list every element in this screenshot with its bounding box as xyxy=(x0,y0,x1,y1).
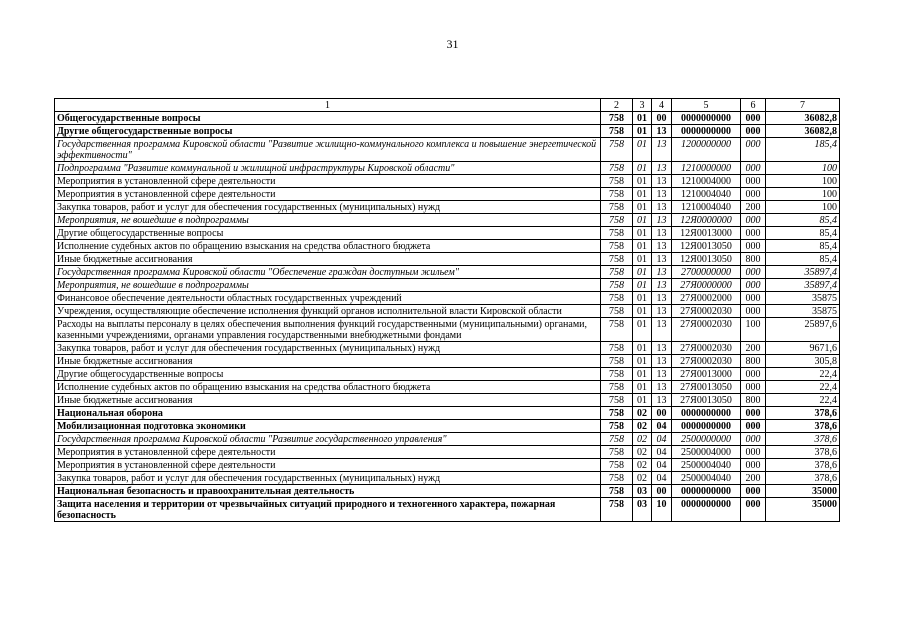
table-row xyxy=(55,433,840,446)
row-ministry-code: 758 xyxy=(601,175,633,188)
row-description: Закупка товаров, работ и услуг для обеспечения государственных (муниципальных) нужд xyxy=(55,342,601,355)
row-amount: 378,6 xyxy=(766,446,840,459)
row-section-code: 01 xyxy=(633,266,652,279)
row-target-article: 27Я0013050 xyxy=(672,394,741,407)
row-target-article: 12Я0013050 xyxy=(672,253,741,266)
row-section-code: 01 xyxy=(633,162,652,175)
row-description: Мероприятия в установленной сфере деятельности xyxy=(55,446,601,459)
row-expense-type: 000 xyxy=(741,175,766,188)
row-target-article: 12Я0013050 xyxy=(672,240,741,253)
table-row xyxy=(55,459,840,472)
row-amount: 85,4 xyxy=(766,253,840,266)
header-cell: 6 xyxy=(741,99,766,112)
row-amount: 35875 xyxy=(766,292,840,305)
row-ministry-code: 758 xyxy=(601,138,633,162)
table-row xyxy=(55,485,840,498)
row-amount: 22,4 xyxy=(766,394,840,407)
row-amount: 35000 xyxy=(766,485,840,498)
table-row xyxy=(55,279,840,292)
row-section-code: 01 xyxy=(633,342,652,355)
row-expense-type: 000 xyxy=(741,459,766,472)
row-expense-type: 000 xyxy=(741,381,766,394)
row-target-article: 27Я0000000 xyxy=(672,279,741,292)
row-target-article: 0000000000 xyxy=(672,112,741,125)
row-subsection-code: 13 xyxy=(652,175,672,188)
row-expense-type: 000 xyxy=(741,420,766,433)
row-section-code: 03 xyxy=(633,498,652,522)
row-description: Расходы на выплаты персоналу в целях обеспечения выполнения функций государственными (муниципальными) органами, казенными учреждениями, органами управления государственными внебюджетными фондами xyxy=(55,318,601,342)
row-expense-type: 000 xyxy=(741,446,766,459)
row-subsection-code: 13 xyxy=(652,201,672,214)
table-row xyxy=(55,368,840,381)
row-target-article: 27Я0002030 xyxy=(672,342,741,355)
row-target-article: 2700000000 xyxy=(672,266,741,279)
row-expense-type: 000 xyxy=(741,214,766,227)
row-amount: 378,6 xyxy=(766,420,840,433)
row-ministry-code: 758 xyxy=(601,266,633,279)
row-target-article: 27Я0013000 xyxy=(672,368,741,381)
row-subsection-code: 13 xyxy=(652,394,672,407)
row-description: Мероприятия в установленной сфере деятельности xyxy=(55,175,601,188)
row-subsection-code: 04 xyxy=(652,446,672,459)
row-subsection-code: 13 xyxy=(652,188,672,201)
row-description: Мероприятия, не вошедшие в подпрограммы xyxy=(55,279,601,292)
row-subsection-code: 13 xyxy=(652,292,672,305)
table-row xyxy=(55,175,840,188)
table-row xyxy=(55,407,840,420)
row-section-code: 01 xyxy=(633,240,652,253)
row-subsection-code: 13 xyxy=(652,227,672,240)
row-description: Подпрограмма "Развитие коммунальной и жилищной инфраструктуры Кировской области" xyxy=(55,162,601,175)
row-amount: 85,4 xyxy=(766,214,840,227)
row-amount: 35000 xyxy=(766,498,840,522)
row-ministry-code: 758 xyxy=(601,459,633,472)
row-expense-type: 000 xyxy=(741,240,766,253)
table-row xyxy=(55,266,840,279)
row-amount: 22,4 xyxy=(766,381,840,394)
row-section-code: 01 xyxy=(633,125,652,138)
row-expense-type: 100 xyxy=(741,318,766,342)
row-description: Другие общегосударственные вопросы xyxy=(55,368,601,381)
row-expense-type: 000 xyxy=(741,138,766,162)
row-description: Финансовое обеспечение деятельности областных государственных учреждений xyxy=(55,292,601,305)
row-subsection-code: 13 xyxy=(652,355,672,368)
row-ministry-code: 758 xyxy=(601,407,633,420)
row-target-article: 1210004000 xyxy=(672,175,741,188)
row-amount: 100 xyxy=(766,188,840,201)
row-ministry-code: 758 xyxy=(601,433,633,446)
row-target-article: 2500004040 xyxy=(672,459,741,472)
table-row xyxy=(55,446,840,459)
table-row xyxy=(55,394,840,407)
row-section-code: 01 xyxy=(633,381,652,394)
row-target-article: 0000000000 xyxy=(672,407,741,420)
row-expense-type: 000 xyxy=(741,112,766,125)
row-expense-type: 800 xyxy=(741,253,766,266)
row-target-article: 2500004000 xyxy=(672,446,741,459)
row-subsection-code: 13 xyxy=(652,342,672,355)
header-cell: 5 xyxy=(672,99,741,112)
row-section-code: 01 xyxy=(633,394,652,407)
row-ministry-code: 758 xyxy=(601,368,633,381)
row-subsection-code: 04 xyxy=(652,459,672,472)
row-amount: 85,4 xyxy=(766,227,840,240)
row-description: Национальная оборона xyxy=(55,407,601,420)
row-description: Общегосударственные вопросы xyxy=(55,112,601,125)
row-section-code: 02 xyxy=(633,472,652,485)
row-ministry-code: 758 xyxy=(601,318,633,342)
table-row xyxy=(55,138,840,162)
row-target-article: 0000000000 xyxy=(672,420,741,433)
header-cell: 2 xyxy=(601,99,633,112)
row-description: Иные бюджетные ассигнования xyxy=(55,355,601,368)
row-amount: 36082,8 xyxy=(766,125,840,138)
row-expense-type: 000 xyxy=(741,433,766,446)
row-ministry-code: 758 xyxy=(601,240,633,253)
row-target-article: 1200000000 xyxy=(672,138,741,162)
row-expense-type: 800 xyxy=(741,355,766,368)
row-target-article: 27Я0002030 xyxy=(672,305,741,318)
row-section-code: 02 xyxy=(633,459,652,472)
table-row xyxy=(55,162,840,175)
row-section-code: 01 xyxy=(633,227,652,240)
row-amount: 36082,8 xyxy=(766,112,840,125)
row-target-article: 27Я0013050 xyxy=(672,381,741,394)
row-expense-type: 200 xyxy=(741,472,766,485)
row-description: Исполнение судебных актов по обращению взыскания на средства областного бюджета xyxy=(55,381,601,394)
row-expense-type: 000 xyxy=(741,407,766,420)
row-amount: 35897,4 xyxy=(766,266,840,279)
table-header-row xyxy=(55,99,840,112)
table-row xyxy=(55,472,840,485)
row-target-article: 27Я0002000 xyxy=(672,292,741,305)
row-subsection-code: 10 xyxy=(652,498,672,522)
table-row xyxy=(55,498,840,522)
row-subsection-code: 13 xyxy=(652,162,672,175)
row-ministry-code: 758 xyxy=(601,292,633,305)
header-cell: 7 xyxy=(766,99,840,112)
row-ministry-code: 758 xyxy=(601,227,633,240)
row-subsection-code: 04 xyxy=(652,420,672,433)
table-row xyxy=(55,188,840,201)
row-amount: 305,8 xyxy=(766,355,840,368)
row-description: Закупка товаров, работ и услуг для обеспечения государственных (муниципальных) нужд xyxy=(55,201,601,214)
row-ministry-code: 758 xyxy=(601,125,633,138)
row-target-article: 0000000000 xyxy=(672,485,741,498)
row-amount: 378,6 xyxy=(766,433,840,446)
row-target-article: 12Я0000000 xyxy=(672,214,741,227)
row-expense-type: 200 xyxy=(741,201,766,214)
row-description: Учреждения, осуществляющие обеспечение исполнения функций органов исполнительной власти Кировской области xyxy=(55,305,601,318)
row-amount: 378,6 xyxy=(766,407,840,420)
row-target-article: 2500004040 xyxy=(672,472,741,485)
row-description: Исполнение судебных актов по обращению взыскания на средства областного бюджета xyxy=(55,240,601,253)
row-target-article: 27Я0002030 xyxy=(672,318,741,342)
row-target-article: 1210004040 xyxy=(672,188,741,201)
row-expense-type: 000 xyxy=(741,305,766,318)
row-ministry-code: 758 xyxy=(601,253,633,266)
row-ministry-code: 758 xyxy=(601,342,633,355)
row-expense-type: 000 xyxy=(741,292,766,305)
row-section-code: 01 xyxy=(633,279,652,292)
row-subsection-code: 13 xyxy=(652,253,672,266)
row-section-code: 01 xyxy=(633,112,652,125)
row-subsection-code: 00 xyxy=(652,112,672,125)
row-description: Иные бюджетные ассигнования xyxy=(55,253,601,266)
row-ministry-code: 758 xyxy=(601,472,633,485)
row-section-code: 01 xyxy=(633,138,652,162)
table-row xyxy=(55,318,840,342)
row-ministry-code: 758 xyxy=(601,498,633,522)
row-ministry-code: 758 xyxy=(601,394,633,407)
row-description: Другие общегосударственные вопросы xyxy=(55,125,601,138)
row-description: Другие общегосударственные вопросы xyxy=(55,227,601,240)
row-expense-type: 000 xyxy=(741,227,766,240)
row-section-code: 02 xyxy=(633,446,652,459)
row-section-code: 01 xyxy=(633,214,652,227)
row-ministry-code: 758 xyxy=(601,305,633,318)
row-expense-type: 000 xyxy=(741,188,766,201)
row-subsection-code: 04 xyxy=(652,472,672,485)
row-expense-type: 000 xyxy=(741,125,766,138)
row-expense-type: 200 xyxy=(741,342,766,355)
row-subsection-code: 13 xyxy=(652,214,672,227)
row-amount: 85,4 xyxy=(766,240,840,253)
row-description: Мероприятия в установленной сфере деятельности xyxy=(55,459,601,472)
row-section-code: 01 xyxy=(633,201,652,214)
row-target-article: 0000000000 xyxy=(672,125,741,138)
budget-table xyxy=(54,98,840,522)
table-row xyxy=(55,240,840,253)
row-subsection-code: 04 xyxy=(652,433,672,446)
row-subsection-code: 13 xyxy=(652,381,672,394)
table-row xyxy=(55,214,840,227)
row-section-code: 01 xyxy=(633,368,652,381)
row-description: Закупка товаров, работ и услуг для обеспечения государственных (муниципальных) нужд xyxy=(55,472,601,485)
row-description: Защита населения и территории от чрезвычайных ситуаций природного и техногенного характера, пожарная безопасность xyxy=(55,498,601,522)
row-expense-type: 000 xyxy=(741,162,766,175)
row-subsection-code: 13 xyxy=(652,125,672,138)
row-ministry-code: 758 xyxy=(601,485,633,498)
row-amount: 100 xyxy=(766,175,840,188)
row-ministry-code: 758 xyxy=(601,446,633,459)
row-amount: 35875 xyxy=(766,305,840,318)
row-subsection-code: 13 xyxy=(652,138,672,162)
table-row xyxy=(55,227,840,240)
row-expense-type: 000 xyxy=(741,485,766,498)
row-subsection-code: 00 xyxy=(652,407,672,420)
row-subsection-code: 00 xyxy=(652,485,672,498)
table-row xyxy=(55,342,840,355)
row-ministry-code: 758 xyxy=(601,162,633,175)
table-row xyxy=(55,420,840,433)
row-section-code: 01 xyxy=(633,253,652,266)
table-row xyxy=(55,305,840,318)
row-subsection-code: 13 xyxy=(652,318,672,342)
table-row xyxy=(55,381,840,394)
row-description: Мобилизационная подготовка экономики xyxy=(55,420,601,433)
row-section-code: 01 xyxy=(633,318,652,342)
row-description: Национальная безопасность и правоохранительная деятельность xyxy=(55,485,601,498)
row-description: Мероприятия в установленной сфере деятельности xyxy=(55,188,601,201)
table-row xyxy=(55,125,840,138)
row-description: Государственная программа Кировской области "Развитие государственного управления" xyxy=(55,433,601,446)
row-section-code: 03 xyxy=(633,485,652,498)
row-target-article: 1210000000 xyxy=(672,162,741,175)
row-amount: 100 xyxy=(766,201,840,214)
row-expense-type: 000 xyxy=(741,266,766,279)
row-section-code: 01 xyxy=(633,292,652,305)
table-row xyxy=(55,201,840,214)
table-row xyxy=(55,292,840,305)
row-section-code: 01 xyxy=(633,188,652,201)
row-description: Мероприятия, не вошедшие в подпрограммы xyxy=(55,214,601,227)
row-ministry-code: 758 xyxy=(601,420,633,433)
row-expense-type: 800 xyxy=(741,394,766,407)
row-section-code: 01 xyxy=(633,305,652,318)
row-subsection-code: 13 xyxy=(652,305,672,318)
header-cell: 4 xyxy=(652,99,672,112)
row-section-code: 01 xyxy=(633,175,652,188)
row-description: Государственная программа Кировской области "Развитие жилищно-коммунального комплекса и повышение энергетической эффективности" xyxy=(55,138,601,162)
row-amount: 100 xyxy=(766,162,840,175)
row-ministry-code: 758 xyxy=(601,279,633,292)
header-cell: 3 xyxy=(633,99,652,112)
row-target-article: 2500000000 xyxy=(672,433,741,446)
row-target-article: 0000000000 xyxy=(672,498,741,522)
row-section-code: 01 xyxy=(633,355,652,368)
row-target-article: 27Я0002030 xyxy=(672,355,741,368)
row-subsection-code: 13 xyxy=(652,240,672,253)
row-description: Иные бюджетные ассигнования xyxy=(55,394,601,407)
row-subsection-code: 13 xyxy=(652,266,672,279)
table-row xyxy=(55,253,840,266)
row-amount: 9671,6 xyxy=(766,342,840,355)
page-number: 31 xyxy=(446,37,459,51)
row-section-code: 02 xyxy=(633,407,652,420)
row-ministry-code: 758 xyxy=(601,112,633,125)
row-amount: 25897,6 xyxy=(766,318,840,342)
row-amount: 35897,4 xyxy=(766,279,840,292)
row-target-article: 1210004040 xyxy=(672,201,741,214)
row-ministry-code: 758 xyxy=(601,381,633,394)
table-row xyxy=(55,355,840,368)
row-amount: 22,4 xyxy=(766,368,840,381)
row-ministry-code: 758 xyxy=(601,201,633,214)
row-ministry-code: 758 xyxy=(601,214,633,227)
row-ministry-code: 758 xyxy=(601,355,633,368)
row-expense-type: 000 xyxy=(741,279,766,292)
row-expense-type: 000 xyxy=(741,368,766,381)
row-ministry-code: 758 xyxy=(601,188,633,201)
row-target-article: 12Я0013000 xyxy=(672,227,741,240)
row-subsection-code: 13 xyxy=(652,368,672,381)
row-amount: 185,4 xyxy=(766,138,840,162)
row-section-code: 02 xyxy=(633,433,652,446)
row-description: Государственная программа Кировской области "Обеспечение граждан доступным жильем" xyxy=(55,266,601,279)
row-expense-type: 000 xyxy=(741,498,766,522)
row-subsection-code: 13 xyxy=(652,279,672,292)
table-row xyxy=(55,112,840,125)
row-amount: 378,6 xyxy=(766,472,840,485)
header-cell: 1 xyxy=(55,99,601,112)
row-amount: 378,6 xyxy=(766,459,840,472)
row-section-code: 02 xyxy=(633,420,652,433)
